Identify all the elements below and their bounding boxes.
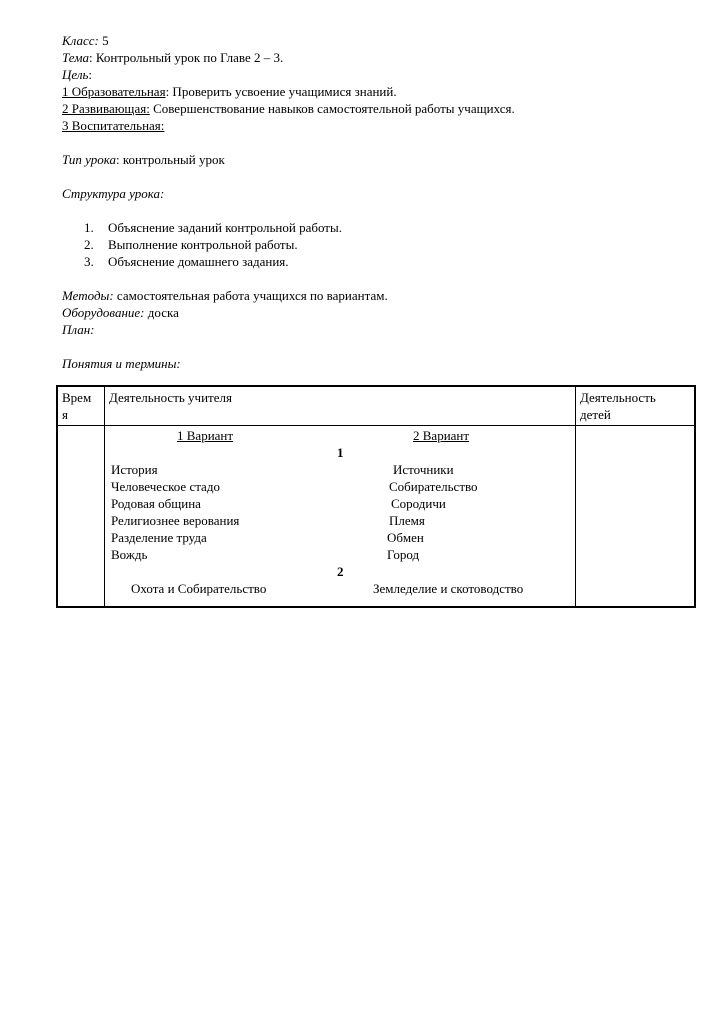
children-activity-cell — [576, 426, 696, 608]
equipment-line — [62, 304, 702, 321]
plan-label: План: — [62, 322, 95, 337]
v1-term: Родовая община — [111, 496, 201, 511]
v2-term: Собирательство — [389, 479, 478, 494]
header-teacher-cell — [105, 386, 576, 426]
lesson-type-label: Тип урока — [62, 152, 117, 167]
header-time-line1: Врем — [62, 390, 92, 405]
list-item-text: Объяснение домашнего задания. — [108, 254, 289, 269]
goal-line — [62, 66, 702, 83]
table-row — [57, 426, 695, 608]
methods-label: Методы: — [62, 288, 114, 303]
table-header-row — [57, 386, 695, 426]
list-item — [62, 219, 702, 236]
list-item-number: 1. — [84, 220, 94, 235]
goal-upbringing-line — [62, 117, 702, 134]
goal-colon: : — [88, 67, 93, 82]
variant1-heading: 1 Вариант — [177, 428, 234, 443]
goal-developing-line — [62, 100, 702, 117]
v1-term: Религиознее верования — [111, 513, 240, 528]
v2-term: Город — [387, 547, 420, 562]
plan-line — [62, 321, 702, 338]
list-item — [62, 253, 702, 270]
v1-term: Разделение труда — [111, 530, 207, 545]
header-children-line1: Деятельность — [580, 390, 656, 405]
terms-line — [62, 355, 702, 372]
lesson-type-line — [62, 151, 702, 168]
class-label: Класс: — [62, 33, 99, 48]
structure-label: Структура урока: — [62, 186, 165, 201]
teacher-activity-cell — [105, 426, 576, 608]
list-item-number: 3. — [84, 254, 94, 269]
variant2-heading: 2 Вариант — [413, 428, 470, 443]
topic-value: : Контрольный урок по Главе 2 – 3. — [89, 50, 284, 65]
v2-term: Сородичи — [391, 496, 446, 511]
goal-educational-line — [62, 83, 702, 100]
structure-list — [62, 219, 702, 270]
v2-term: Источники — [393, 462, 454, 477]
class-value: 5 — [98, 33, 109, 48]
methods-value: самостоятельная работа учащихся по вариантам. — [113, 288, 388, 303]
topic-line — [62, 49, 702, 66]
structure-heading — [62, 185, 702, 202]
class-line — [62, 32, 702, 49]
task2-variant2: Земледелие и скотоводство — [373, 581, 524, 596]
topic-label: Тема — [62, 50, 90, 65]
list-item-text: Выполнение контрольной работы. — [108, 237, 298, 252]
lesson-type-value: : контрольный урок — [116, 152, 225, 167]
goal-educational-value: : Проверить усвоение учащимися знаний. — [165, 84, 397, 99]
goal-label: Цель — [62, 67, 89, 82]
terms-label: Понятия и термины: — [62, 356, 181, 371]
equipment-value: доска — [144, 305, 179, 320]
v1-term: Вождь — [111, 547, 148, 562]
goal-developing-label: 2 Развивающая: — [62, 101, 150, 116]
list-item-number: 2. — [84, 237, 94, 252]
list-item — [62, 236, 702, 253]
v2-term: Племя — [389, 513, 425, 528]
header-time-cell — [57, 386, 105, 426]
v2-term: Обмен — [387, 530, 424, 545]
task2-number: 2 — [337, 564, 344, 579]
list-item-text: Объяснение заданий контрольной работы. — [108, 220, 342, 235]
header-children-line2: детей — [580, 407, 611, 422]
goal-educational-label: 1 Образовательная — [62, 84, 166, 99]
methods-line — [62, 287, 702, 304]
header-children-cell — [576, 386, 696, 426]
goal-developing-value: Совершенствование навыков самостоятельной работы учащихся. — [149, 101, 515, 116]
document-page — [62, 32, 702, 372]
task1-number: 1 — [337, 445, 344, 460]
header-teacher: Деятельность учителя — [109, 390, 232, 405]
equipment-label: Оборудование: — [62, 305, 145, 320]
v1-term: История — [111, 462, 158, 477]
goal-upbringing-label: 3 Воспитательная: — [62, 118, 165, 133]
header-time-line2: я — [62, 407, 68, 422]
task2-variant1: Охота и Собирательство — [131, 581, 267, 596]
v1-term: Человеческое стадо — [111, 479, 220, 494]
time-cell — [57, 426, 105, 608]
lesson-plan-table — [56, 385, 696, 608]
